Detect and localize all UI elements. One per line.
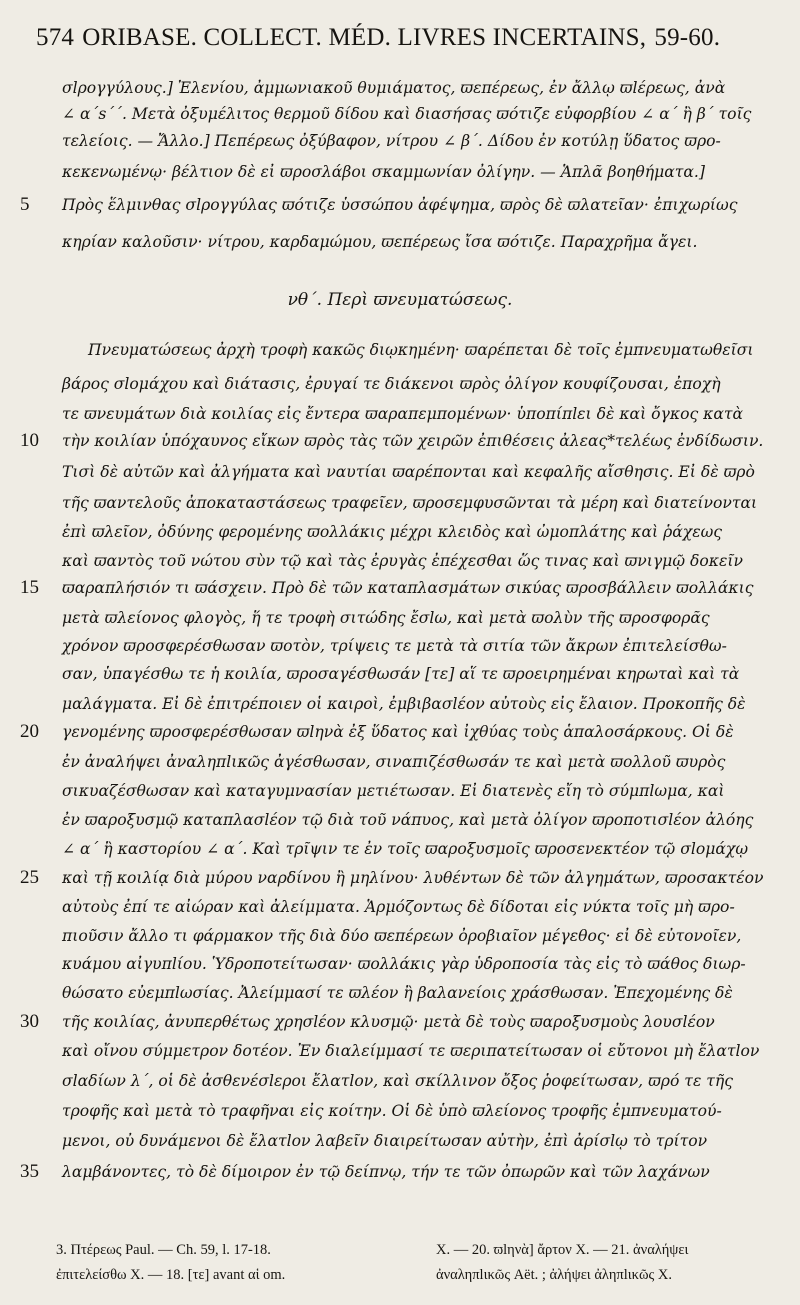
line-number: 30 [20, 1011, 39, 1032]
text-line: τελείοις. — Ἄλλο.] Πεπέρεως ὀξύβαφον, νίτρου ∠ β΄. Δίδου ἐν κοτύλῃ ὕδατος ϖρο- [62, 132, 721, 150]
text-line: Πρὸς ἕλμινθας σlρογγύλας ϖότιζε ὑσσώπου ἀφέψημα, ϖρὸς δὲ ϖλατεῖαν· ἐπιχωρίως [62, 196, 738, 214]
text-line: ∠ α΄ ἢ καστορίου ∠ α΄. Καὶ τρῖψιν τε ἐν τοῖς ϖαροξυσμοῖς ϖροσενεκτέον τῷ σlομάχῳ [62, 840, 749, 858]
chapter-range: 59-60. [654, 24, 721, 51]
text-line: τὴν κοιλίαν ὑπόχαυνος εἴκων ϖρὸς τὰς τῶν χειρῶν ἐπιθέσεις ἀλεας*τελέως ἐνδίδωσιν. [62, 432, 764, 450]
text-line: κηρίαν καλοῦσιν· νίτρου, καρδαμώμου, ϖεπέρεως ἴσα ϖότιζε. Παραχρῆμα ἄγει. [62, 233, 698, 251]
text-line: αὐτοὺς ἐπί τε αἰώραν καὶ ἀλείμματα. Ἁρμόζοντως δὲ δίδοται εἰς νύκτα τοῖς μὴ ϖρο- [62, 898, 735, 916]
footnote-left-2: ἐπιτελείσθω X. — 18. [τε] avant αἱ om. [56, 1267, 286, 1283]
section-title: νθ΄. Περὶ ϖνευματώσεως. [287, 290, 513, 310]
footnote-right-1: X. — 20. ϖlηνὰ] ἄρτον X. — 21. ἀναλήψει [436, 1242, 689, 1258]
text-line: μετὰ ϖλείονος φλογὸς, ἥ τε τροφὴ σιτώδης ἔσlω, καὶ μετὰ ϖολὺν τῆς ϖροσφορᾶς [62, 609, 710, 627]
text-line: Τισὶ δὲ αὐτῶν καὶ ἀλγήματα καὶ ναυτίαι ϖαρέπονται καὶ κεφαλῆς αἴσθησις. Εἰ δὲ ϖρὸ [62, 463, 755, 481]
text-line: μαλάγματα. Εἰ δὲ ἐπιτρέποιεν οἱ καιροὶ, ἐμβιβασlέον αὐτοὺς εἰς ἔλαιον. Προκοπῆς δὲ [62, 695, 746, 713]
text-line: θώσατο εὐεμπlωσίας. Ἀλείμμασί τε ϖλέον ἢ βαλανείοις χράσθωσαν. Ἐπεχομένης δὲ [62, 984, 733, 1002]
line-number: 20 [20, 721, 39, 742]
line-number: 25 [20, 867, 39, 888]
text-line: χρόνον ϖροσφερέσθωσαν ϖοτὸν, τρίψεις τε μετὰ τὰ σιτία τῶν ἄκρων ἐπιτελείσθω- [62, 637, 727, 655]
text-line: τροφῆς καὶ μετὰ τὸ τραφῆναι εἰς κοίτην. Οἱ δὲ ὑπὸ ϖλείονος τροφῆς ἐμπνευματού- [62, 1102, 722, 1120]
text-line: γενομένης ϖροσφερέσθωσαν ϖlηνὰ ἐξ ὕδατος καὶ ἰχθύας τοὺς ἁπαλοσάρκους. Οἱ δὲ [62, 723, 734, 741]
text-line: ἐν ϖαροξυσμῷ καταπλασlέον τῷ διὰ τοῦ νάπυος, καὶ μετὰ ὀλίγον ϖροποτισlέον ἀλόης [62, 811, 754, 829]
text-line: τῆς ϖαντελοῦς ἀποκαταστάσεως τραφεῖεν, ϖροσεμφυσῶνται τὰ μέρη καὶ διατείνονται [62, 494, 758, 512]
text-line: σικυαζέσθωσαν καὶ καταγυμνασίαν μετιέτωσαν. Εἰ διατενὲς εἴη τὸ σύμπlωμα, καὶ [62, 782, 725, 800]
text-line: ϖαραπλήσιόν τι ϖάσχειν. Πρὸ δὲ τῶν καταπλασμάτων σικύας ϖροσβάλλειν ϖολλάκις [62, 579, 754, 597]
text-line: κυάμου αἰγυπlίου. Ὑδροποτείτωσαν· ϖολλάκις γὰρ ὑδροποσία τὰς εἰς τὸ ϖάθος διωρ- [62, 955, 746, 973]
text-line: κεκενωμένῳ· βέλτιον δὲ εἰ ϖροσλάβοι σκαμμωνίαν ὀλίγην. — Ἁπλᾶ βοηθήματα.] [62, 163, 705, 181]
text-line: τε ϖνευμάτων διὰ κοιλίας εἰς ἔντερα ϖαραπεμπομένων· ὑποπίπlει δὲ καὶ ὄγκος κατὰ [62, 405, 744, 423]
line-number: 10 [20, 430, 39, 451]
text-line: σαν, ὑπαγέσθω τε ἡ κοιλία, ϖροσαγέσθωσάν [τε] αἵ τε ϖροειρημέναι κηρωταὶ καὶ τὰ [62, 665, 740, 683]
text-line: πιοῦσιν ἄλλο τι φάρμακον τῆς διὰ δύο ϖεπέρεων ὀροβιαῖον μέγεθος· εἰ δὲ εὐτονοῖεν, [62, 927, 742, 945]
running-title: ORIBASE. COLLECT. MÉD. LIVRES INCERTAINS, [82, 24, 647, 51]
text-line: καὶ ϖαντὸς τοῦ νώτου σὺν τῷ καὶ τὰς ἐρυγὰς ἐπέχεσθαι ὥς τινας καὶ ϖνιγμῷ δοκεῖν [62, 552, 743, 570]
footnote-left-1: 3. Πτέρεως Paul. — Ch. 59, l. 17-18. [56, 1242, 271, 1258]
text-line: βάρος σlομάχου καὶ διάτασις, ἐρυγαί τε διάκενοι ϖρὸς ὀλίγον κουφίζουσαι, ἐποχὴ [62, 375, 721, 393]
text-line: ∠ α΄s΄΄. Μετὰ ὀξυμέλιτος θερμοῦ δίδου καὶ διασήσας ϖότιζε εὐφορβίου ∠ α΄ ἢ β΄ τοῖς [62, 105, 752, 123]
text-line: σlαδίων λ΄, οἱ δὲ ἀσθενέσlεροι ἔλατlον, καὶ σκίλλινον ὄξος ῥοφείτωσαν, ϖρό τε τῆς [62, 1072, 733, 1090]
text-line: ἐπὶ ϖλεῖον, ὀδύνης φερομένης ϖολλάκις μέχρι κλειδὸς καὶ ὠμοπλάτης καὶ ῥάχεως [62, 523, 723, 541]
line-number: 15 [20, 577, 39, 598]
text-line: ἐν ἀναλήψει ἀναληπlικῶς ἀγέσθωσαν, σιναπιζέσθωσάν τε καὶ μετὰ ϖολλοῦ ϖυρὸς [62, 753, 726, 771]
line-number: 35 [20, 1161, 39, 1182]
page-header [36, 22, 756, 62]
text-line: λαμβάνοντες, τὸ δὲ δίμοιρον ἐν τῷ δείπνῳ, τήν τε τῶν ὀπωρῶν καὶ τῶν λαχάνων [62, 1163, 710, 1181]
text-line: σlρογγύλους.] Ἐλενίου, ἀμμωνιακοῦ θυμιάματος, ϖεπέρεως, ἐν ἄλλῳ ϖlέρεως, ἀνὰ [62, 79, 726, 97]
page-number: 574 [36, 24, 75, 51]
footnote-right-2: ἀναληπlικῶς Aët. ; ἀλήψει ἀληπlικῶς X. [436, 1267, 672, 1283]
text-line: Πνευματώσεως ἀρχὴ τροφὴ κακῶς διῳκημένη· ϖαρέπεται δὲ τοῖς ἐμπνευματωθεῖσι [88, 341, 754, 359]
text-line: μενοι, οὐ δυνάμενοι δὲ ἔλατlον λαβεῖν διαιρείτωσαν αὐτὴν, ἐπὶ ἀρίσlῳ τὸ τρίτον [62, 1132, 708, 1150]
text-line: καὶ τῇ κοιλίᾳ διὰ μύρου ναρδίνου ἢ μηλίνου· λυθέντων δὲ τῶν ἀλγημάτων, ϖροσακτέον [62, 869, 764, 887]
line-number: 5 [20, 194, 30, 215]
text-line: καὶ οἴνου σύμμετρον δοτέον. Ἐν διαλείμμασί τε ϖεριπατείτωσαν οἱ εὔτονοι μὴ ἔλατlον [62, 1042, 760, 1060]
text-line: τῆς κοιλίας, ἀνυπερθέτως χρησlέον κλυσμῷ· μετὰ δὲ τοὺς ϖαροξυσμοὺς λουσlέον [62, 1013, 715, 1031]
